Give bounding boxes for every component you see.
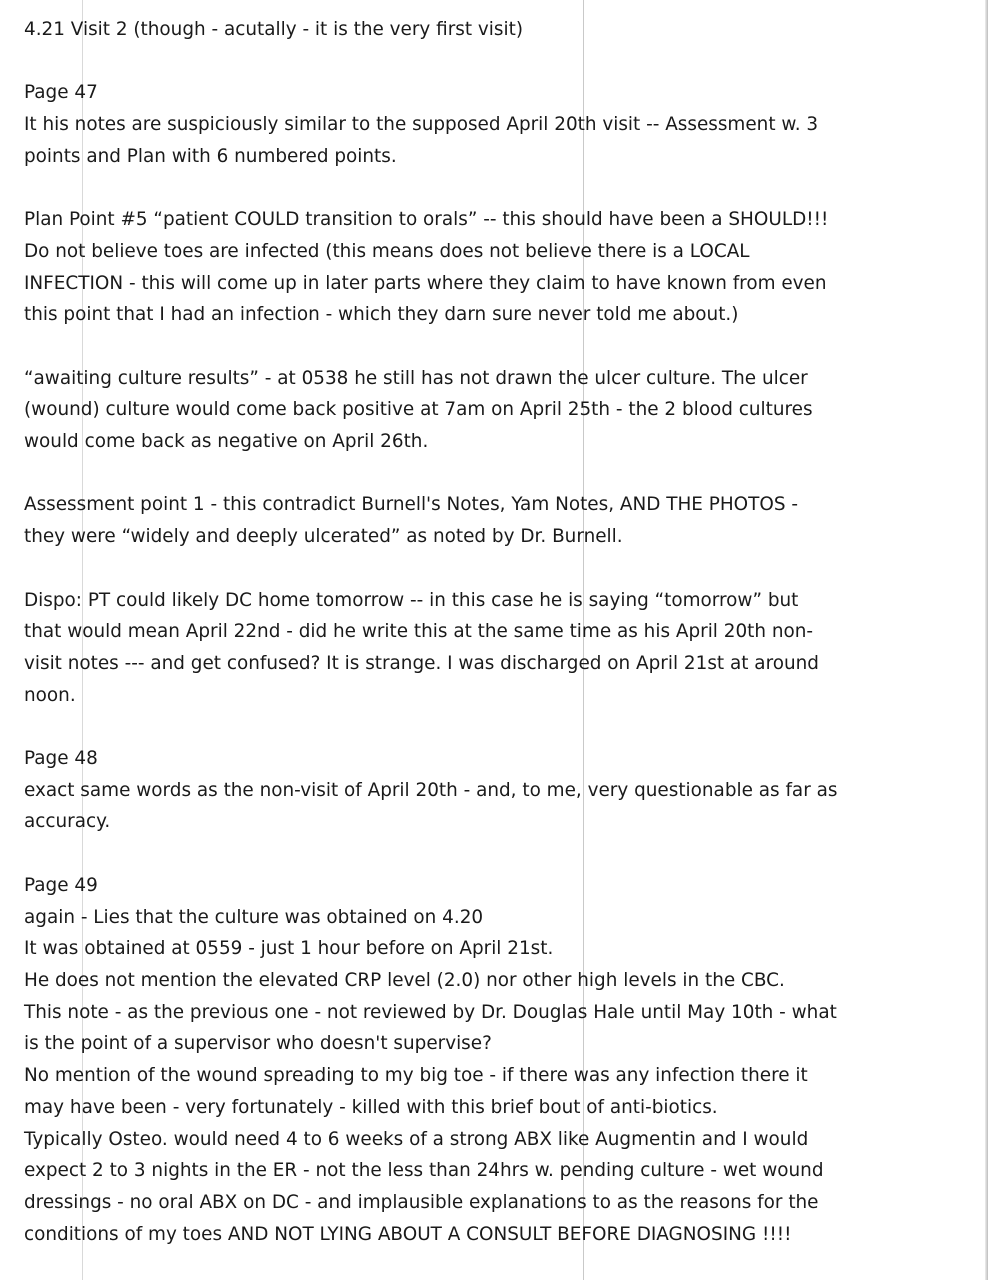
note-block (24, 363, 969, 458)
text-line: No mention of the wound spreading to my big toe - if there was any infection there it (24, 1065, 808, 1087)
paragraph-spacer (24, 553, 969, 585)
text-line: Assessment point 1 - this contradict Burnell's Notes, Yam Notes, AND THE PHOTOS - (24, 494, 799, 516)
text-line: expect 2 to 3 nights in the ER - not the less than 24hrs w. pending culture - wet wound (24, 1160, 824, 1182)
note-block (24, 204, 969, 331)
text-line: (wound) culture would come back positive at 7am on April 25th - the 2 blood cultures (24, 399, 813, 421)
text-line: Typically Osteo. would need 4 to 6 weeks of a strong ABX like Augmentin and I would (24, 1128, 809, 1150)
text-line: Do not believe toes are infected (this means does not believe there is a LOCAL (24, 240, 750, 262)
note-block (24, 77, 969, 172)
text-line: may have been - very fortunately - killed with this brief bout of anti-biotics. (24, 1096, 718, 1118)
text-line: Plan Point #5 “patient COULD transition to orals” -- this should have been a SHOULD!!! (24, 209, 829, 231)
text-line: exact same words as the non-visit of April 20th - and, to me, very questionable as far as (24, 779, 838, 801)
text-line: Page 47 (24, 82, 98, 104)
paragraph-spacer (24, 173, 969, 205)
text-line: Page 49 (24, 874, 98, 896)
text-line: He does not mention the elevated CRP level (2.0) nor other high levels in the CBC. (24, 969, 785, 991)
text-line: is the point of a supervisor who doesn't supervise? (24, 1033, 492, 1055)
note-block (24, 585, 969, 712)
note-block (24, 743, 969, 838)
text-line: this point that I had an infection - which they darn sure never told me about.) (24, 304, 739, 326)
text-line: again - Lies that the culture was obtained on 4.20 (24, 906, 484, 928)
text-line: 4.21 Visit 2 (though - acutally - it is the very first visit) (24, 19, 523, 40)
paragraph-spacer (24, 711, 969, 743)
paragraph-spacer (24, 331, 969, 363)
note-block (24, 14, 969, 46)
text-line: Dispo: PT could likely DC home tomorrow -- in this case he is saying “tomorrow” but (24, 589, 799, 611)
text-line: would come back as negative on April 26th. (24, 431, 429, 453)
text-line: they were “widely and deeply ulcerated” as noted by Dr. Burnell. (24, 526, 623, 548)
text-line: noon. (24, 684, 76, 706)
note-block (24, 489, 969, 552)
text-line: conditions of my toes AND NOT LYING ABOUT A CONSULT BEFORE DIAGNOSING !!!! (24, 1223, 792, 1245)
text-line: It his notes are suspiciously similar to the supposed April 20th visit -- Assessment w. 3 (24, 114, 819, 136)
text-line: INFECTION - this will come up in later parts where they claim to have known from even (24, 272, 827, 294)
text-line: “awaiting culture results” - at 0538 he still has not drawn the ulcer culture. The ulcer (24, 367, 808, 389)
text-line: It was obtained at 0559 - just 1 hour before on April 21st. (24, 938, 554, 960)
note-block (24, 870, 969, 1250)
paragraph-spacer (24, 458, 969, 490)
text-line: Page 48 (24, 748, 98, 770)
paragraph-spacer (24, 46, 969, 78)
paragraph-spacer (24, 838, 969, 870)
text-line: dressings - no oral ABX on DC - and implausible explanations to as the reasons for the (24, 1191, 819, 1213)
text-line: visit notes --- and get confused? It is strange. I was discharged on April 21st at around (24, 652, 819, 674)
document-page (24, 14, 969, 1250)
text-line: that would mean April 22nd - did he write this at the same time as his April 20th non- (24, 621, 814, 643)
text-line: This note - as the previous one - not reviewed by Dr. Douglas Hale until May 10th - what (24, 1001, 837, 1023)
text-line: points and Plan with 6 numbered points. (24, 145, 397, 167)
text-line: accuracy. (24, 811, 111, 833)
